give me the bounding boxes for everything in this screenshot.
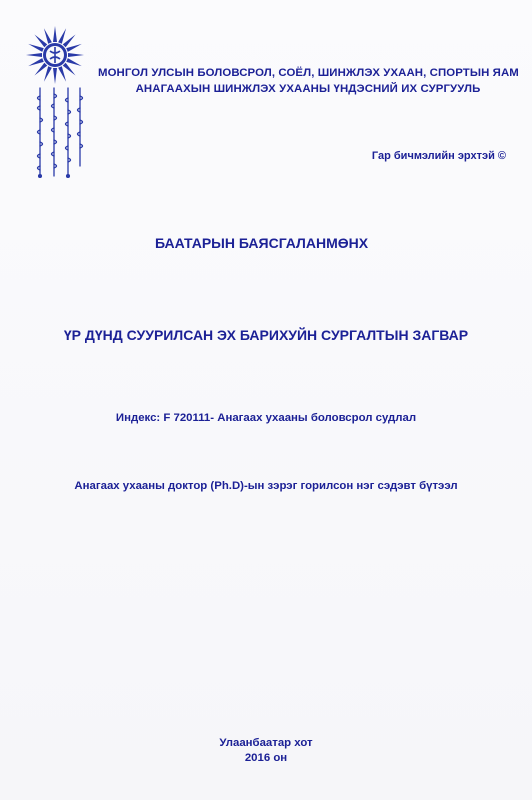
place-and-year: [0, 736, 532, 766]
city: Улаанбаатар хот: [219, 737, 313, 749]
copyright-notice: Гар бичмэлийн эрхтэй ©: [371, 150, 506, 162]
degree-statement: Анагаах ухааны доктор (Ph.D)-ын зэрэг горилсон нэг сэдэвт бүтээл: [74, 480, 458, 492]
year: 2016 он: [244, 752, 288, 764]
mongolian-script-emblem: [28, 86, 88, 178]
university-emblem-icon: [24, 24, 86, 86]
index-code: Индекс: F 720111- Анагаах ухааны боловсрол судлал: [115, 412, 417, 424]
ministry-header: [98, 65, 518, 97]
ministry-line-2: АНАГААХЫН ШИНЖЛЭХ УХААНЫ ҮНДЭСНИЙ ИХ СУРГУУЛЬ: [135, 83, 481, 95]
thesis-title: ҮР ДҮНД СУУРИЛСАН ЭХ БАРИХУЙН СУРГАЛТЫН ЗАГВАР: [63, 327, 469, 343]
ministry-line-1: МОНГОЛ УЛСЫН БОЛОВСРОЛ, СОЁЛ, ШИНЖЛЭХ УХААН, СПОРТЫН ЯАМ: [98, 67, 519, 79]
author-name: БААТАРЫН БАЯСГАЛАНМӨНХ: [155, 235, 369, 251]
